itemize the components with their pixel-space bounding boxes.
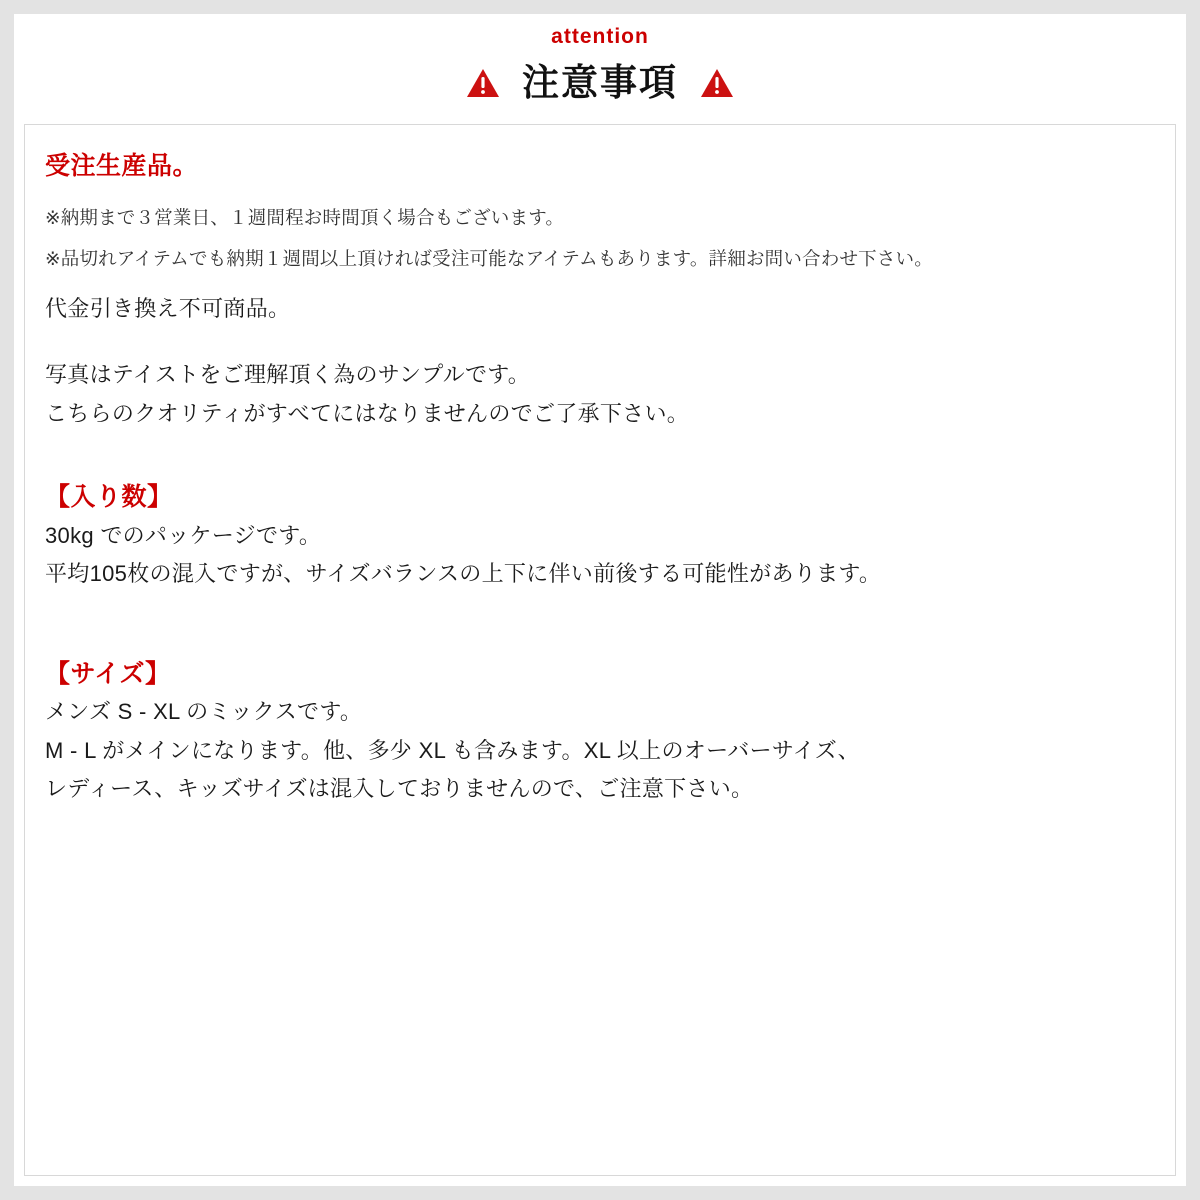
page-title: 注意事項 [522,62,678,103]
size-heading: 【サイズ】 [45,659,171,688]
made-to-order-heading: 受注生産品。 [45,152,199,180]
quantity-line-2: 平均105枚の混入ですが、サイズバランスの上下に伴い前後する可能性があります。 [45,561,882,587]
size-line-2: M - L がメインになります。他、多少 XL も含みます。XL 以上のオーバーサイズ、 [45,737,860,763]
size-line-1: メンズ S - XL のミックスです。 [45,699,363,725]
note-lead-time: ※納期まで３営業日、１週間程お時間頂く場合もございます。 [45,206,565,228]
warning-triangle-icon [466,68,500,99]
page-header [0,0,1200,104]
sample-photo-line-1: 写真はテイストをご理解頂く為のサンプルです。 [45,362,531,388]
notice-body [45,148,1115,809]
quantity-heading: 【入り数】 [45,483,173,512]
no-cod-notice: 代金引き換え不可商品。 [45,295,291,321]
quantity-line-1: 30kg でのパッケージです。 [45,522,322,548]
sample-photo-line-2: こちらのクオリティがすべてにはなりませんのでご了承下さい。 [45,400,690,426]
warning-triangle-icon [700,68,734,99]
size-line-3: レディース、キッズサイズは混入しておりませんので、ご注意下さい。 [45,776,754,802]
note-backorder: ※品切れアイテムでも納期１週間以上頂ければ受注可能なアイテムもあります。詳細お問い合わせ下さい。 [45,247,933,269]
attention-title-row [0,63,1200,104]
attention-english-label: attention [551,25,649,48]
